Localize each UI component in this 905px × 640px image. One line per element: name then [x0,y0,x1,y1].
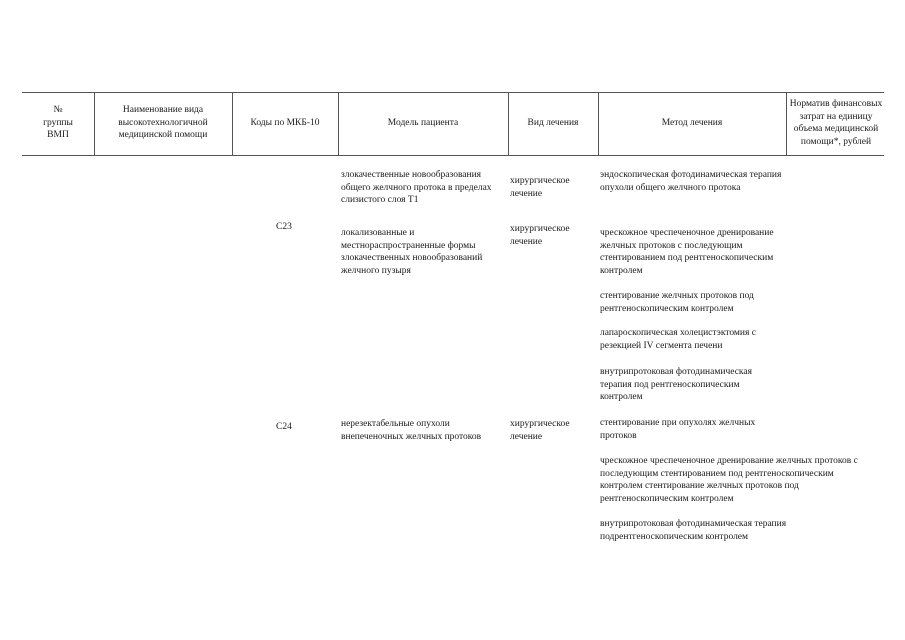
patient-model-cell: локализованные и местнораспространенные формы злокачественных новообразований желчного пузыря [341,228,483,276]
header-icd-codes: Коды по МКБ-10 [250,117,320,128]
treatment-type-cell: хирургическое лечение [510,419,570,442]
column-divider [232,92,233,155]
treatment-method-cell: внутрипротоковая фотодинамическая терапия под рентгеноскопическим контролем [600,367,752,402]
treatment-method-cell: чрескожное чреспеченочное дренирование желчных протоков с последующим стентированием под рентгеноскопическим контролем [600,228,774,276]
treatment-method-cell: стентирование при опухолях желчных протоков [600,418,756,441]
header-care-name: Наименование вида высокотехнологичной медицинской помощи [118,105,208,141]
patient-model-cell: нерезектабельные опухоли внепеченочных желчных протоков [341,419,482,442]
header-treatment-type: Вид лечения [527,117,579,128]
treatment-method-cell: эндоскопическая фотодинамическая терапия опухоли общего желчного протока [600,170,782,193]
treatment-method-cell: лапароскопическая холецистэктомия с резекцией IV сегмента печени [600,328,756,351]
icd-code-cell: C24 [276,422,292,432]
treatment-method-cell: чрескожное чреспеченочное дренирование желчных протоков с последующим стентированием под рентгеноскопическим контролем стентирование желчных протоков под рентгеноскопическим контролем [600,456,858,504]
column-divider [508,92,509,155]
column-divider [598,92,599,155]
header-cost-norm: Норматив финансовых затрат на единицу объема медицинской помощи*, рублей [789,99,883,147]
patient-model-cell: злокачественные новообразования общего желчного протока в пределах слизистого слоя T1 [341,170,492,205]
treatment-method-cell: стентирование желчных протоков под рентгеноскопическим контролем [600,291,754,314]
header-bottom-border [22,155,884,156]
treatment-type-cell: хирургическое лечение [510,176,570,199]
treatment-type-cell: хирургическое лечение [510,224,570,247]
column-divider [94,92,95,155]
header-group-number: № группы ВМП [43,105,73,141]
column-divider [338,92,339,155]
header-patient-model: Модель пациента [387,117,459,128]
treatment-method-cell: внутрипротоковая фотодинамическая терапия подрентгеноскопическим контролем [600,519,787,542]
column-divider [786,92,787,155]
header-treatment-method: Метод лечения [661,117,723,128]
icd-code-cell: C23 [276,222,292,232]
